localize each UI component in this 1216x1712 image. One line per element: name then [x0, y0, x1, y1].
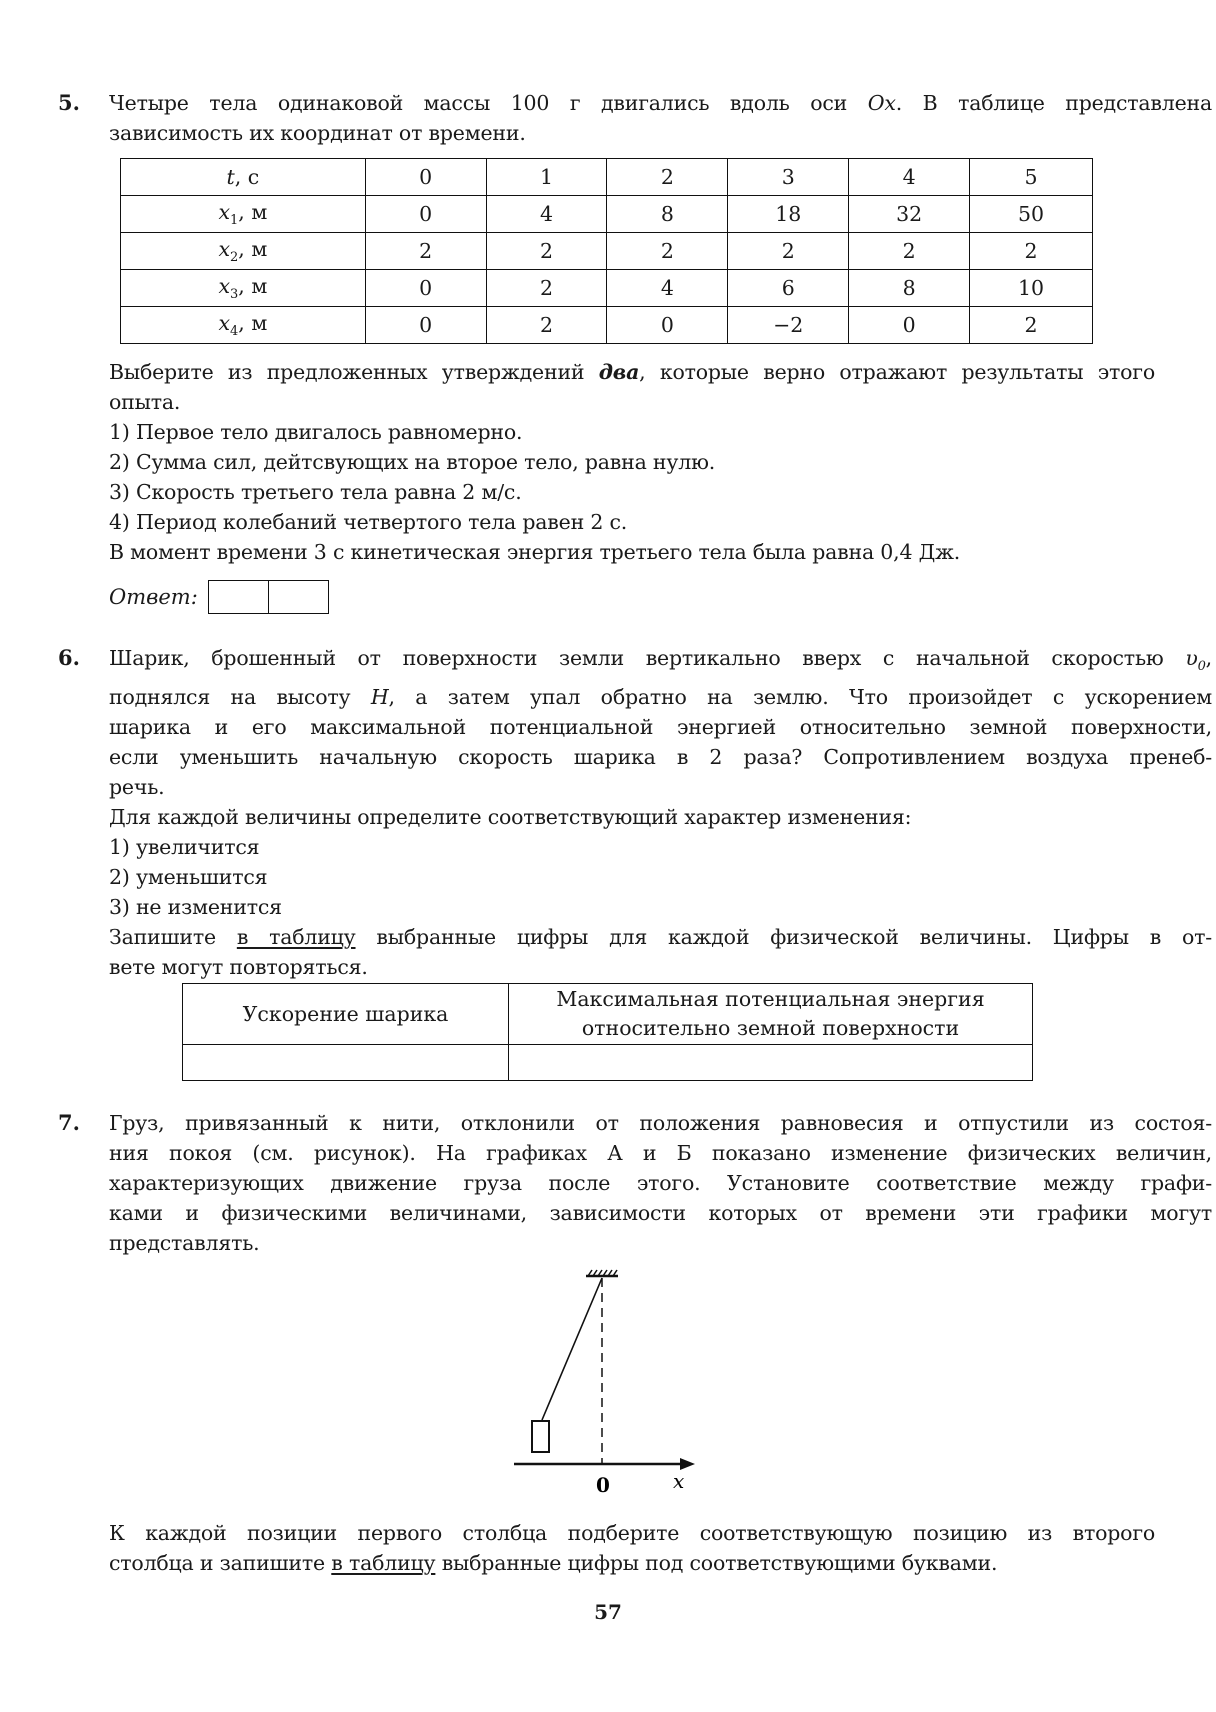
answer-label: Ответ: — [109, 585, 198, 609]
option-3: 3) Скорость третьего тела равна 2 м/с. — [109, 480, 522, 504]
table-cell: −2 — [728, 307, 849, 344]
task-5-intro: Четыре тела одинаковой массы 100 г двигались вдоль оси Ox. В таблице представлена зависимость их координат от времени. — [109, 91, 1213, 145]
row-label: t, с — [121, 159, 366, 196]
task-number: 6. — [58, 645, 80, 670]
task-6-text: Шарик, брошенный от поверхности земли вертикально вверх с начальной скоростью $\upsilon_0$, поднялся на высоту H, а затем упал обратно на землю. Что произойдет с ускорением шарика и его максимальной потенциальной энергией относительно земной поверхности, если уменьшить начальную скорость шарика в 2 раза? Сопротивлением воздуха пренеб- речь. Для каждой величины определите соответствующий характер изменения: 1) увеличится 2) уменьшится 3) не изменится Запишите в таблицу выбранные цифры для каждой физической величины. Цифры в от- вете могут повторяться. — [109, 646, 1213, 980]
change-option-1: 1) увеличится — [109, 835, 260, 860]
table-cell: 5 — [970, 159, 1093, 196]
option-2: 2) Сумма сил, дейтсвующих на второе тело, равна нулю. — [109, 450, 716, 474]
table-cell: 0 — [849, 307, 970, 344]
table-cell: 10 — [970, 270, 1093, 307]
table-cell: 2 — [607, 159, 728, 196]
table-cell: 2 — [486, 270, 607, 307]
table-cell: 2 — [849, 233, 970, 270]
table-cell: 32 — [849, 196, 970, 233]
row-label: $x_3$, м — [121, 270, 366, 307]
table-cell: 0 — [607, 307, 728, 344]
table-reference: в таблицу — [236, 925, 356, 950]
option-4: 4) Период колебаний четвертого тела равен 2 с. — [109, 510, 628, 534]
table-cell: 2 — [970, 233, 1093, 270]
table-cell: 2 — [728, 233, 849, 270]
answer-box — [208, 580, 329, 614]
table-cell: 1 — [486, 159, 607, 196]
table-row — [121, 270, 1093, 307]
change-option-2: 2) уменьшится — [109, 865, 268, 890]
table-cell: 3 — [728, 159, 849, 196]
v0-symbol: $\upsilon_0$ — [1185, 646, 1206, 675]
row-label: $x_4$, м — [121, 307, 366, 344]
table-cell: 2 — [486, 307, 607, 344]
answer-potential-energy[interactable] — [509, 1045, 1033, 1081]
axis-symbol: Ox — [867, 91, 896, 115]
task-number: 7. — [58, 1110, 80, 1135]
header-potential-energy: Максимальная потенциальная энергия относительно земной поверхности — [509, 984, 1033, 1045]
table-cell: 50 — [970, 196, 1093, 233]
height-symbol: H — [370, 685, 389, 710]
table-row — [121, 307, 1093, 344]
row-label: $x_2$, м — [121, 233, 366, 270]
option-5: В момент времени 3 с кинетическая энергия третьего тела была равна 0,4 Дж. — [109, 540, 961, 564]
coordinates-table — [120, 158, 1093, 344]
table-row — [121, 159, 1093, 196]
emphasis-two: два — [598, 360, 640, 384]
table-cell: 6 — [728, 270, 849, 307]
table-cell: 18 — [728, 196, 849, 233]
table-cell: 4 — [849, 159, 970, 196]
page-number: 57 — [594, 1600, 622, 1624]
table-cell: 2 — [486, 233, 607, 270]
change-option-3: 3) не изменится — [109, 895, 282, 920]
table-row — [121, 233, 1093, 270]
table-row — [121, 196, 1093, 233]
answer-table-6 — [182, 983, 1033, 1081]
header-acceleration: Ускорение шарика — [183, 984, 509, 1045]
table-cell: 0 — [365, 270, 486, 307]
pendulum-diagram — [500, 1260, 720, 1500]
table-cell: 2 — [970, 307, 1093, 344]
table-cell: 0 — [365, 159, 486, 196]
table-cell: 2 — [365, 233, 486, 270]
table-cell: 0 — [365, 307, 486, 344]
answer-row — [109, 580, 329, 614]
option-1: 1) Первое тело двигалось равномерно. — [109, 420, 523, 444]
table-cell: 4 — [486, 196, 607, 233]
task-7-text: Груз, привязанный к нити, отклонили от положения равновесия и отпустили из состоя- ния покоя (см. рисунок). На графиках А и Б показано изменение физических величин, характеризующих движение груза после этого. Установите соответствие между графи- ками и физическими величинами, зависимости которых от времени эти графики могут представлять. — [109, 1111, 1212, 1255]
origin-label: 0 — [596, 1473, 610, 1497]
pendulum-icon — [500, 1260, 720, 1500]
row-label: $x_1$, м — [121, 196, 366, 233]
axis-label-x: x — [673, 1469, 685, 1493]
task-number: 5. — [58, 90, 80, 115]
table-cell: 8 — [607, 196, 728, 233]
table-cell: 8 — [849, 270, 970, 307]
task-5-prompt: Выберите из предложенных утверждений два, которые верно отражают результаты этого опыта. 1) Первое тело двигалось равномерно. 2) Сумма сил, дейтсвующих на второе тело, равна нулю. 3) Скорость третьего тела равна 2 м/с. 4) Период колебаний четвертого тела равен 2 с. В момент времени 3 с кинетическая энергия третьего тела была равна 0,4 Дж. — [109, 357, 1155, 567]
answer-cell-2[interactable] — [268, 581, 328, 613]
table-reference: в таблицу — [331, 1551, 436, 1575]
table-cell: 2 — [607, 233, 728, 270]
task-7-instruction: К каждой позиции первого столбца подберите соответствующую позицию из второго столбца и запишите в таблицу выбранные цифры под соответствующими буквами. — [109, 1521, 1155, 1575]
task-6-prompt: Для каждой величины определите соответствующий характер изменения: — [109, 805, 912, 830]
table-cell: 0 — [365, 196, 486, 233]
table-cell: 4 — [607, 270, 728, 307]
answer-cell-1[interactable] — [209, 581, 268, 613]
answer-acceleration[interactable] — [183, 1045, 509, 1081]
